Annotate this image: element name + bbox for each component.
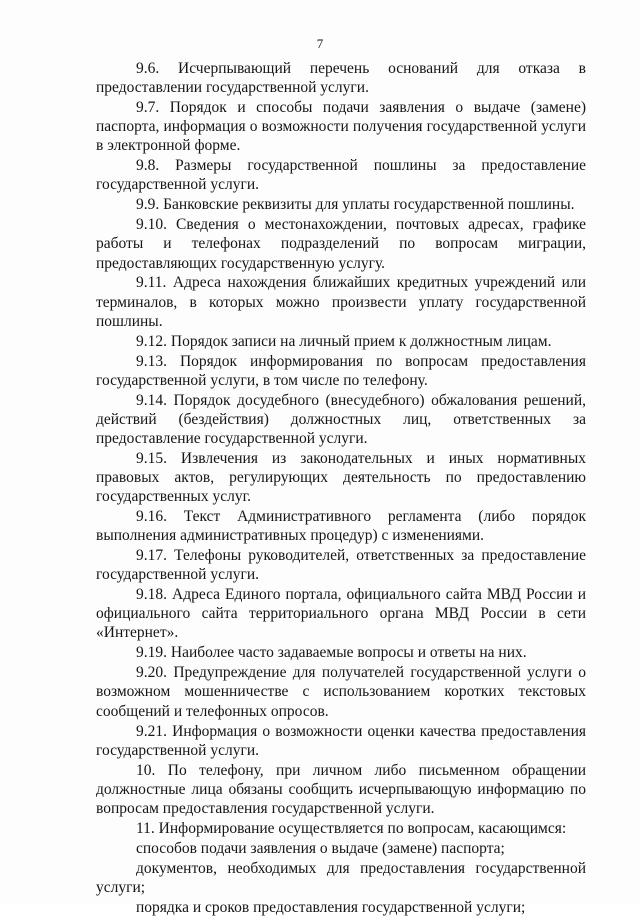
paragraph-11: 11. Информирование осуществляется по вопросам, касающимся: [136, 819, 567, 837]
paragraph-9-16: 9.16. Текст Административного регламента (либо порядок выполнения административных процедур) с изменениями. [96, 508, 586, 545]
list-item-required-documents: документов, необходимых для предоставления государственной услуги; [96, 859, 586, 896]
list-item-submission-methods: способов подачи заявления о выдаче (замене) паспорта; [136, 839, 505, 857]
paragraph-9-21: 9.21. Информация о возможности оценки качества предоставления государственной услуги. [96, 722, 586, 759]
paragraph-9-11: 9.11. Адреса нахождения ближайших кредитных учреждений или терминалов, в которых можно произвести уплату государственной пошлины. [96, 274, 586, 330]
paragraph-9-6: 9.6. Исчерпывающий перечень оснований для отказа в предоставлении государственной услуги. [96, 60, 586, 97]
page-number: 7 [316, 36, 324, 51]
paragraph-9-14: 9.14. Порядок досудебного (внесудебного) обжалования решений, действий (бездействия) должностных лиц, ответственных за предоставление государственной услуги. [96, 391, 586, 447]
paragraph-9-15: 9.15. Извлечения из законодательных и иных нормативных правовых актов, регулирующих деятельность по предоставлению государственных услуг. [96, 449, 586, 506]
paragraph-9-12: 9.12. Порядок записи на личный прием к должностным лицам. [136, 332, 552, 350]
document-body [96, 59, 586, 918]
paragraph-9-10: 9.10. Сведения о местонахождении, почтовых адресах, графике работы и телефонах подразделений по вопросам миграции, предоставляющих государственную услугу. [96, 216, 586, 272]
paragraph-9-7: 9.7. Порядок и способы подачи заявления о выдаче (замене) паспорта, информация о возможности получения государственной услуги в электронной форме. [96, 99, 586, 155]
paragraph-10: 10. По телефону, при личном либо письменном обращении должностные лица обязаны сообщить исчерпывающую информацию по вопросам предоставления государственной услуги. [96, 761, 586, 817]
paragraph-9-19: 9.19. Наиболее часто задаваемые вопросы и ответы на них. [136, 644, 527, 662]
list-item-procedure-and-terms: порядка и сроков предоставления государственной услуги; [136, 898, 526, 916]
paragraph-9-20: 9.20. Предупреждение для получателей государственной услуги о возможном мошенничестве с использованием коротких текстовых сообщений и телефонных опросов. [96, 664, 586, 720]
paragraph-9-17: 9.17. Телефоны руководителей, ответственных за предоставление государственной услуги. [96, 547, 586, 584]
paragraph-9-8: 9.8. Размеры государственной пошлины за предоставление государственной услуги. [96, 157, 586, 194]
paragraph-9-13: 9.13. Порядок информирования по вопросам предоставления государственной услуги, в том числе по телефону. [96, 352, 586, 389]
paragraph-9-9: 9.9. Банковские реквизиты для уплаты государственной пошлины. [136, 196, 575, 214]
paragraph-9-18: 9.18. Адреса Единого портала, официального сайта МВД России и официального сайта территориального органа МВД России в сети «Интернет». [96, 586, 586, 642]
